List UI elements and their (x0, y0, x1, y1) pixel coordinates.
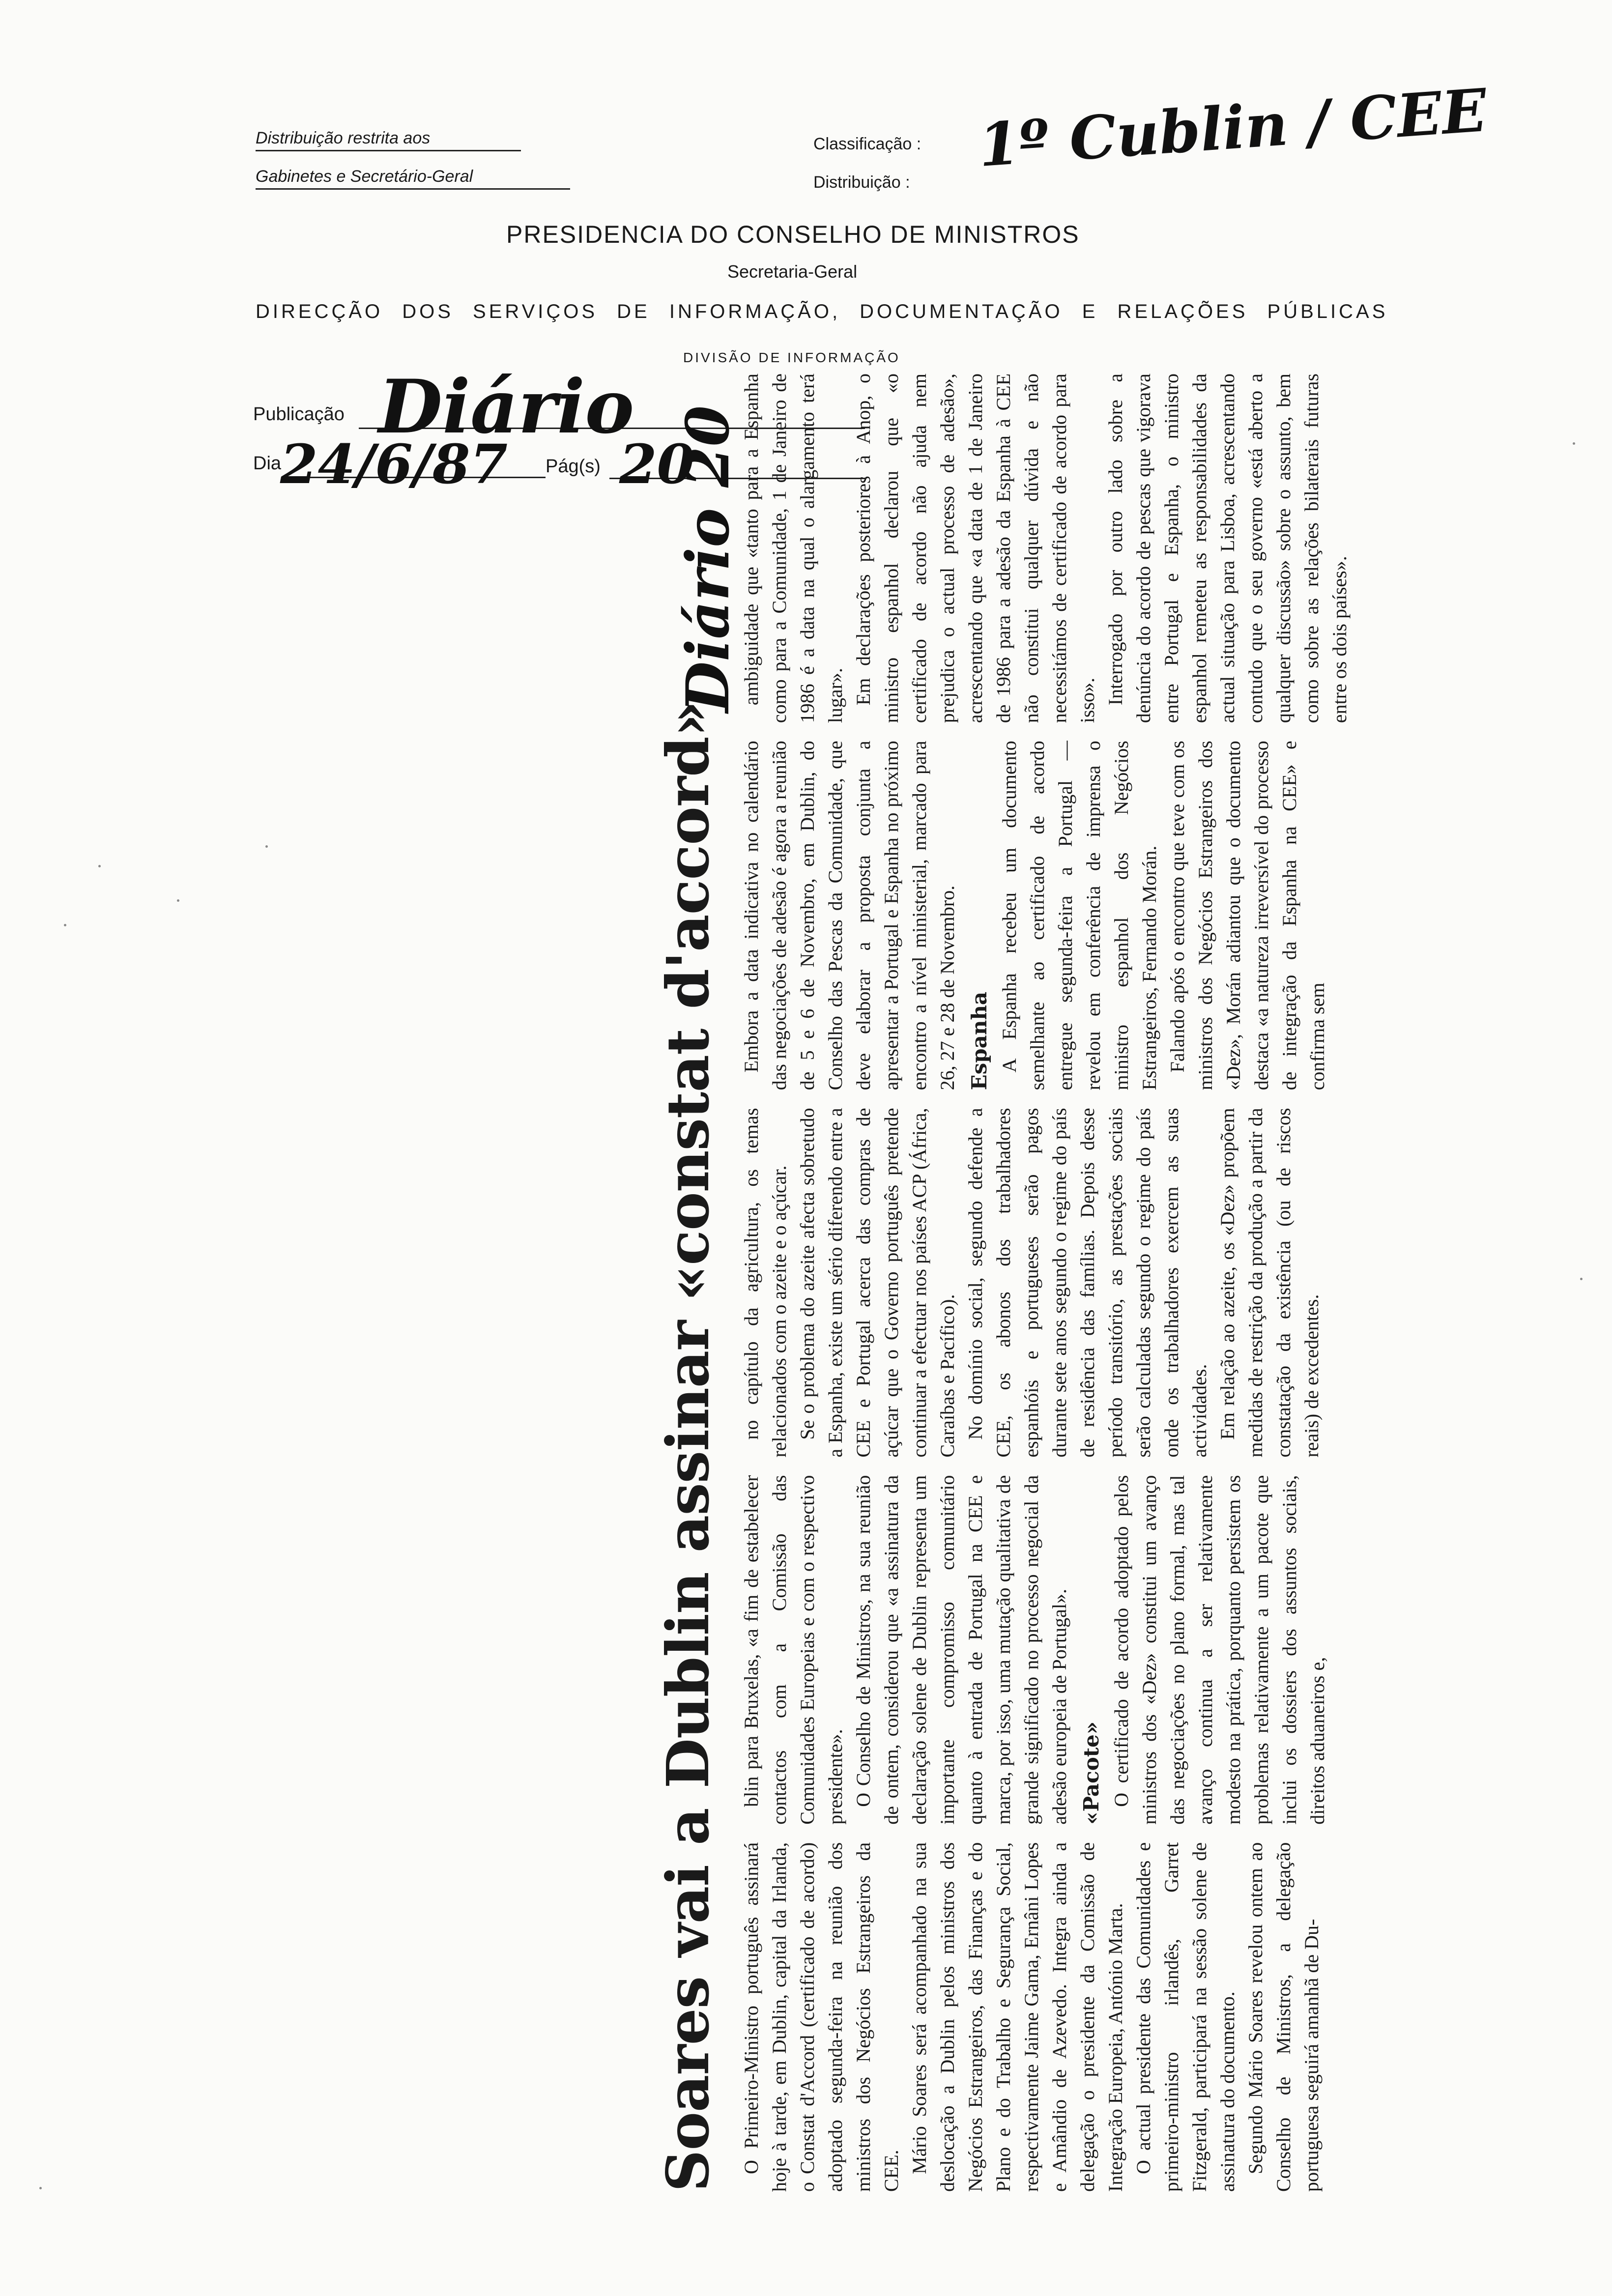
article-column (737, 1475, 1592, 1825)
article-paragraph: Interrogado por outro lado sobre a denúncia do acordo de pescas que vigorava entre Portugal e Espanha, o ministro espanhol remeteu as responsabilidades da actual situação para Lisboa, acrescentando contudo que o seu governo «está aberto a qualquer discussão» sobre o assunto, bem como sobre as relações bilaterais futuras entre os dois países». (1104, 373, 1351, 723)
article-column (737, 741, 1592, 1090)
article-paragraph: no capítulo da agricultura, os temas relacionados com o azeite e o açúcar. (740, 1108, 790, 1458)
clipping-headline: Soares vai a Dublin assinar «constat d'accord» (654, 701, 722, 2192)
restriction-underline-2 (256, 188, 570, 190)
publicacao-label: Publicação (253, 404, 345, 425)
secretaria-geral: Secretaria-Geral (727, 261, 858, 282)
publicacao-value: Diário (378, 364, 634, 450)
margin-handwriting: Diário 20 (673, 405, 743, 713)
article-paragraph: Mário Soares será acompanhado na sua deslocação a Dublin pelos ministros dos Negócios Estrangeiros, das Finanças e do Plano e do Trabalho e Segurança Social, respectivamente Jaime Gama, Ernâni Lopes e Amândio de Azevedo. Integra ainda a delegação o presidente da Comissão de Integração Europeia, António Marta. (908, 1842, 1126, 2192)
org-title: PRESIDENCIA DO CONSELHO DE MINISTROS (506, 221, 1080, 248)
article-paragraph: A Espanha recebeu um documento semelhante ao certificado de acordo entregue segunda-feira a Portugal — revelou em conferência de imprensa o ministro espanhol dos Negócios Estrangeiros, Fernando Morán. (998, 741, 1160, 1091)
article-column (737, 373, 1592, 723)
article-paragraph: Segundo Mário Soares revelou ontem ao Conselho de Ministros, a delegação portuguesa seguirá amanhã de Du- (1244, 1842, 1323, 2192)
scan-speck (265, 845, 268, 848)
clipping-columns (737, 373, 1592, 2192)
article-paragraph: O certificado de acordo adoptado pelos ministros dos «Dez» constitui um avanço das negociações no plano formal, mas tal avanço continua a ser relativamente modesto na prática, porquanto persistem os problemas relativamente a um pacote que inclui os dossiers dos assuntos sociais, direitos aduaneiros e, (1110, 1475, 1328, 1825)
article-paragraph: No domínio social, segundo defende a CEE, os abonos dos trabalhadores espanhóis e portugueses serão pagos durante sete anos segundo o regime do país de residência das famílias. Depois desse período transitório, as prestações sociais serão calculadas segundo o regime do país onde os trabalhadores exercem as suas actividades. (964, 1108, 1210, 1458)
pags-value: 20 (619, 432, 695, 496)
classificacao-label: Classificação : (813, 135, 921, 153)
restriction-line-2: Gabinetes e Secretário-Geral (256, 167, 473, 186)
newspaper-clipping (639, 373, 1597, 2192)
article-column (737, 1108, 1592, 1457)
distribuicao-label: Distribuição : (813, 173, 910, 192)
classificacao-handwritten: 1º Cublin / CEE (976, 76, 1489, 180)
article-paragraph: Em relação ao azeite, os «Dez» propõem medidas de restrição da produção a partir da constatação da existência (ou de riscos reais) de excedentes. (1216, 1108, 1323, 1458)
article-paragraph: blin para Bruxelas, «a fim de estabelecer contactos com a Comissão das Comunidades Europeias e com o respectivo presidente». (740, 1475, 846, 1825)
direccao-title: DIRECÇÃO DOS SERVIÇOS DE INFORMAÇÃO, DOCUMENTAÇÃO E RELAÇÕES PÚBLICAS (256, 301, 1388, 322)
divisao-title: DIVISÃO DE INFORMAÇÃO (683, 350, 900, 365)
restriction-underline-1 (256, 150, 521, 151)
dia-label: Dia (253, 453, 282, 474)
scan-speck (177, 899, 179, 902)
article-subheading: Espanha (967, 991, 991, 1091)
article-column (737, 1842, 1592, 2192)
article-paragraph: Falando após o encontro que teve com os ministros dos Negócios Estrangeiros dos «Dez», Morán adiantou que o documento destaca «a natureza irreversível do processo de integração da Espanha na CEE» e confirma sem (1166, 741, 1328, 1091)
dia-value: 24/6/87 (280, 432, 508, 496)
article-paragraph: Embora a data indicativa no calendário das negociações de adesão é agora a reunião de 5 e 6 de Novembro, em Dublin, do Conselho das Pescas da Comunidade, que deve elaborar a proposta conjunta a apresentar a Portugal e Espanha no próximo encontro a nível ministerial, marcado para 26, 27 e 28 de Novembro. (740, 741, 958, 1091)
article-paragraph: O Primeiro-Ministro português assinará hoje à tarde, em Dublin, capital da Irlanda, o Constat d'Accord (certificado de acordo) adoptado segunda-feira na reunião dos ministros dos Negócios Estrangeiros da CEE. (740, 1842, 902, 2192)
scan-speck (1573, 442, 1575, 445)
article-paragraph: Em declarações posteriores à Anop, o ministro espanhol declarou que «o certificado de acordo não ajuda nem prejudica o actual processo de adesão», acrescentando que «a data de 1 de Janeiro de 1986 para a adesão da Espanha à CEE não constitui qualquer dúvida e não necessitámos de certificado de acordo para isso». (852, 373, 1098, 723)
article-paragraph: Se o problema do azeite afecta sobretudo a Espanha, existe um sério diferendo entre a CEE e Portugal acerca das compras de açúcar que o Governo português pretende continuar a efectuar nos países ACP (África, Caraíbas e Pacífico). (796, 1108, 958, 1458)
article-subheading: «Pacote» (1079, 1721, 1103, 1825)
restriction-line-1: Distribuição restrita aos (256, 129, 431, 147)
scan-speck (98, 865, 101, 867)
article-paragraph: ambiguidade que «tanto para a Espanha como para a Comunidade, 1 de Janeiro de 1986 é a data na qual o alargamento terá lugar». (740, 373, 846, 723)
scan-speck (39, 2187, 42, 2189)
article-paragraph: O actual presidente das Comunidades e primeiro-ministro irlandês, Garret Fitzgerald, participará na sessão solene de assinatura do documento. (1132, 1842, 1238, 2192)
pags-label: Pág(s) (546, 456, 601, 477)
scan-speck (64, 924, 66, 926)
article-paragraph: O Conselho de Ministros, na sua reunião de ontem, considerou que «a assinatura da declaração solene de Dublin representa um importante compromisso comunitário quanto à entrada de Portugal na CEE e marca, por isso, uma mutação qualitativa de grande significado no processo negocial da adesão europeia de Portugal». (852, 1475, 1070, 1825)
scan-speck (1580, 1278, 1583, 1280)
